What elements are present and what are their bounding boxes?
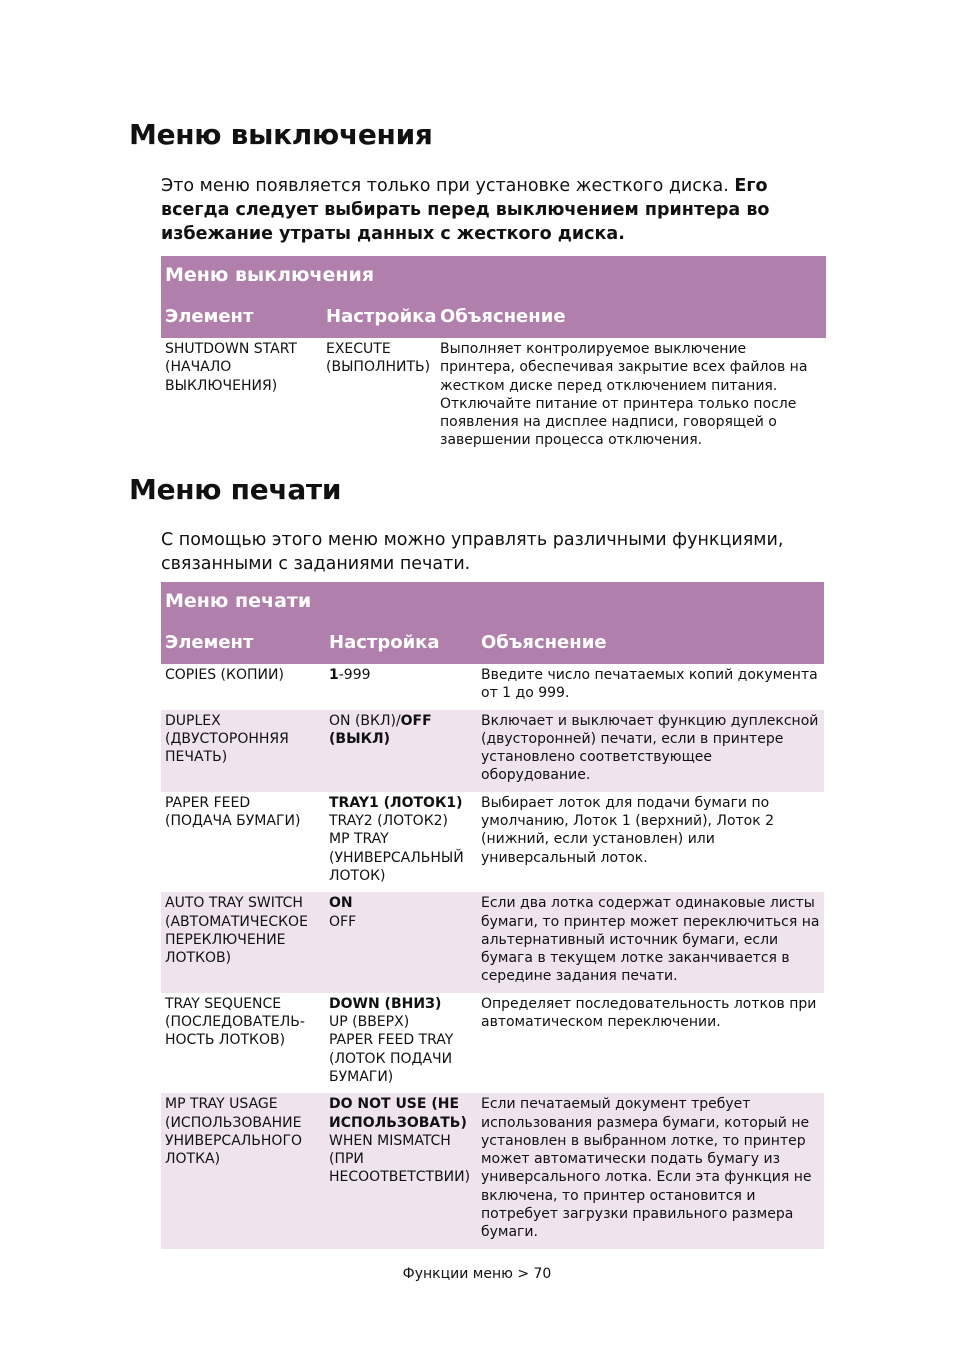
- shutdown-menu-table: [161, 256, 826, 457]
- setting-option: MP TRAY (УНИВЕРСАЛЬНЫЙ ЛОТОК): [329, 831, 464, 884]
- table-row: [161, 1093, 824, 1248]
- shutdown-intro: [161, 174, 831, 246]
- shutdown-heading: Меню выключения: [129, 118, 433, 151]
- setting-option: OFF: [329, 913, 357, 930]
- explanation-cell: Включает и выключает функцию дуплексной (двусторонней) печати, если в принтере установлено соответствующее оборудование.: [477, 710, 824, 792]
- explanation-cell: Если печатаемый документ требует использования размера бумаги, который не установлен в выбранном лотке, то принтер может автоматически подать бумагу из универсального лотка. Если эта функция не включена, то принтер остановится и потребует загрузки правильного размера бумаги.: [477, 1093, 824, 1248]
- item-cell: SHUTDOWN START (НАЧАЛО ВЫКЛЮЧЕНИЯ): [165, 341, 297, 394]
- setting-cell: [325, 664, 477, 710]
- item-cell: PAPER FEED (ПОДАЧА БУМАГИ): [165, 794, 301, 830]
- explanation-cell: Если два лотка содержат одинаковые листы бумаги, то принтер может переключиться на альтернативный источник бумаги, если бумага в текущем лотке заканчивается в середине задания печати.: [477, 892, 824, 992]
- table-row: [161, 710, 824, 792]
- setting-default: OFF (ВЫКЛ): [329, 712, 432, 747]
- setting-default: DOWN (ВНИЗ): [329, 995, 442, 1012]
- column-header-element: Элемент: [161, 294, 322, 338]
- setting-default: DO NOT USE (НЕ ИСПОЛЬЗОВАТЬ): [329, 1096, 467, 1131]
- setting-option: PAPER FEED TRAY (ЛОТОК ПОДАЧИ БУМАГИ): [329, 1032, 454, 1085]
- item-cell: AUTO TRAY SWITCH (АВТОМАТИЧЕСКОЕ ПЕРЕКЛЮЧЕНИЕ ЛОТКОВ): [161, 892, 325, 992]
- item-cell: TRAY SEQUENCE (ПОСЛЕДОВАТЕЛЬ-НОСТЬ ЛОТКОВ): [165, 995, 305, 1049]
- setting-cell: [325, 792, 477, 892]
- table-row: [161, 338, 826, 457]
- setting-default: ON: [329, 895, 353, 912]
- setting-default: 1: [329, 667, 339, 683]
- print-menu-table: [161, 582, 824, 1249]
- setting-cell: [325, 710, 477, 792]
- item-cell: MP TRAY USAGE (ИСПОЛЬЗОВАНИЕ УНИВЕРСАЛЬНОГО ЛОТКА): [161, 1093, 325, 1248]
- setting-default: TRAY1 (ЛОТОК1): [329, 794, 463, 811]
- setting-cell: [325, 993, 477, 1093]
- shutdown-intro-warning: Его всегда следует выбирать перед выключением принтера во избежание утраты данных с жесткого диска.: [161, 176, 770, 244]
- print-intro: С помощью этого меню можно управлять различными функциями, связанными с заданиями печати.: [161, 530, 784, 574]
- table-row: [161, 792, 824, 892]
- explanation-cell: Введите число печатаемых копий документа от 1 до 999.: [481, 667, 818, 702]
- setting-cell: [325, 892, 477, 992]
- shutdown-intro-text: Это меню появляется только при установке жесткого диска.: [161, 176, 735, 196]
- setting-option: UP (ВВЕРХ): [329, 1014, 410, 1031]
- print-table-title: Меню печати: [161, 582, 824, 620]
- table-row: [161, 664, 824, 710]
- column-header-setting: Настройка: [322, 294, 436, 338]
- setting-cell: [325, 1093, 477, 1248]
- setting-cell: EXECUTE (ВЫПОЛНИТЬ): [326, 341, 431, 376]
- explanation-cell: Определяет последовательность лотков при автоматическом переключении.: [481, 995, 817, 1031]
- table-row: [161, 892, 824, 992]
- print-heading: Меню печати: [129, 473, 342, 506]
- column-header-setting: Настройка: [325, 620, 477, 664]
- column-header-element: Элемент: [161, 620, 325, 664]
- setting-rest: -999: [338, 667, 371, 683]
- table-row: [161, 993, 824, 1093]
- item-cell: COPIES (КОПИИ): [165, 667, 284, 683]
- page-footer: Функции меню > 70: [402, 1266, 552, 1282]
- setting-option: WHEN MISMATCH (ПРИ НЕСООТВЕТСТВИИ): [329, 1132, 471, 1186]
- column-header-explanation: Объяснение: [477, 620, 824, 664]
- shutdown-table-title: Меню выключения: [161, 256, 826, 294]
- column-header-explanation: Объяснение: [436, 294, 826, 338]
- explanation-cell: Выполняет контролируемое выключение принтера, обеспечивая закрытие всех файлов на жестком диске перед отключением питания. Отключайте питание от принтера только после появления на дисплее надписи, говорящей о завершении процесса отключения.: [440, 341, 808, 449]
- setting-option: TRAY2 (ЛОТОК2): [329, 813, 448, 830]
- setting-option: ON (ВКЛ)/: [329, 712, 401, 729]
- explanation-cell: Выбирает лоток для подачи бумаги по умолчанию, Лоток 1 (верхний), Лоток 2 (нижний, если установлен) или универсальный лоток.: [481, 794, 775, 866]
- item-cell: DUPLEX (ДВУСТОРОННЯЯ ПЕЧАТЬ): [161, 710, 325, 792]
